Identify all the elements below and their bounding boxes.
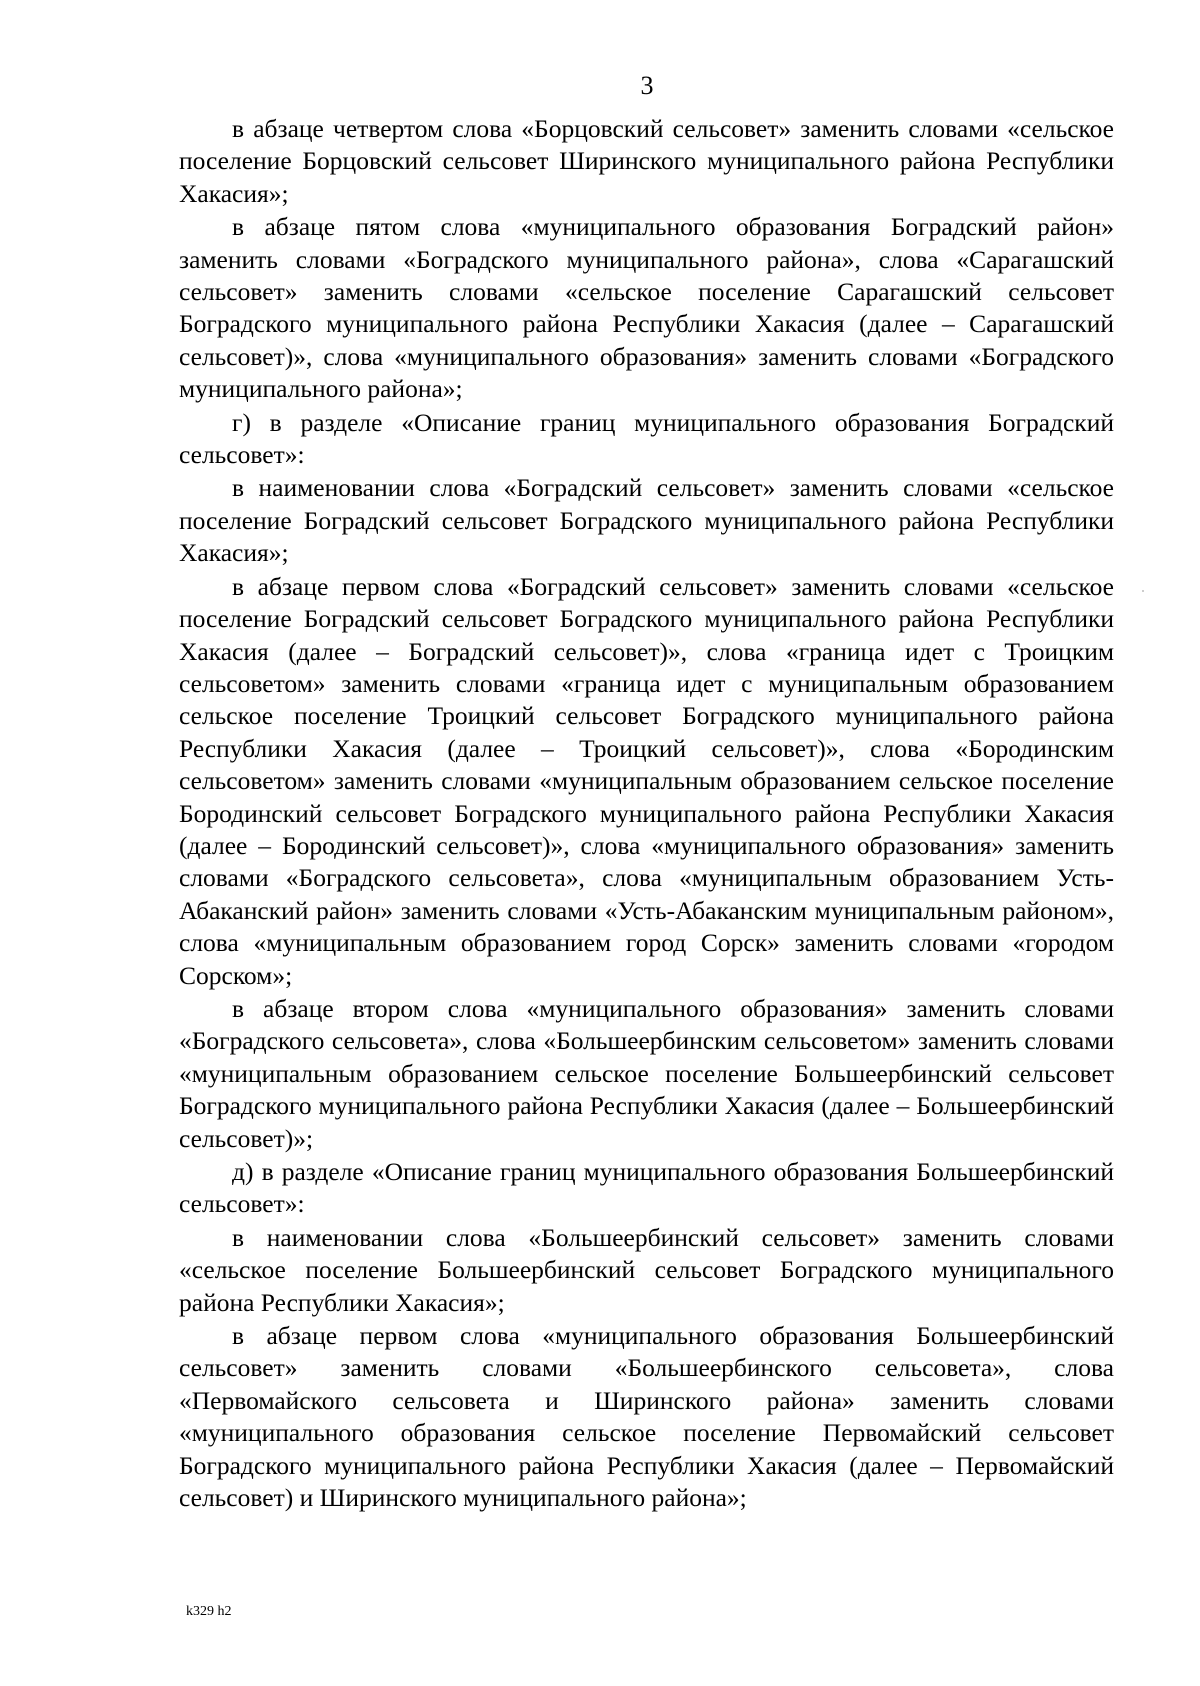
paragraph: в абзаце пятом слова «муниципального образования Боградский район» заменить словами «Боградского муниципального района», слова «Сарагашский сельсовет» заменить словами «сельское поселение Сарагашский сельсовет Боградского муниципального района Республики Хакасия (далее – Сарагашский сельсовет)», слова «муниципального образования» заменить словами «Боградского муниципального района»; <box>179 212 1114 404</box>
paragraph: в абзаце первом слова «муниципального образования Большеербинский сельсовет» заменить словами «Большеербинского сельсовета», слова «Первомайского сельсовета и Ширинского района» заменить словами «муниципального образования сельское поселение Первомайский сельсовет Боградского муниципального района Республики Хакасия (далее – Первомайский сельсовет) и Ширинского муниципального района»; <box>179 1321 1114 1513</box>
paragraph: в наименовании слова «Большеербинский сельсовет» заменить словами «сельское поселение Большеербинский сельсовет Боградского муниципального района Республики Хакасия»; <box>179 1222 1114 1317</box>
paragraph: г) в разделе «Описание границ муниципального образования Боградский сельсовет»: <box>179 407 1114 470</box>
footer-document-code: k329 h2 <box>186 1604 232 1619</box>
paragraph: в абзаце втором слова «муниципального образования» заменить словами «Боградского сельсовета», слова «Большеербинским сельсоветом» заменить словами «муниципальным образованием сельское поселение Большеербинский сельсовет Боградского муниципального района Республики Хакасия (далее – Большеербинский сельсовет)»; <box>179 993 1114 1153</box>
scan-speck <box>1142 590 1144 592</box>
paragraph: в абзаце первом слова «Боградский сельсовет» заменить словами «сельское поселение Боградский сельсовет Боградского муниципального района Республики Хакасия (далее – Боградский сельсовет)», слова «граница идет с Троицким сельсоветом» заменить словами «граница идет с муниципальным образованием сельское поселение Троицкий сельсовет Боградского муниципального района Республики Хакасия (далее – Троицкий сельсовет)», слова «Бородинским сельсоветом» заменить словами «муниципальным образованием сельское поселение Бородинский сельсовет Боградского муниципального района Республики Хакасия (далее – Бородинский сельсовет)», слова «муниципального образования» заменить словами «Боградского сельсовета», слова «муниципальным образованием Усть-Абаканский район» заменить словами «Усть-Абаканским муниципальным районом», слова «муниципальным образованием город Сорск» заменить словами «городом Сорском»; <box>179 571 1114 990</box>
page-number: 3 <box>640 71 654 100</box>
paragraph: в абзаце четвертом слова «Борцовский сельсовет» заменить словами «сельское поселение Борцовский сельсовет Ширинского муниципального района Республики Хакасия»; <box>179 114 1114 208</box>
paragraph: д) в разделе «Описание границ муниципального образования Большеербинский сельсовет»: <box>179 1157 1114 1219</box>
document-body <box>179 113 1114 1515</box>
paragraph: в наименовании слова «Боградский сельсовет» заменить словами «сельское поселение Боградский сельсовет Боградского муниципального района Республики Хакасия»; <box>179 473 1114 568</box>
